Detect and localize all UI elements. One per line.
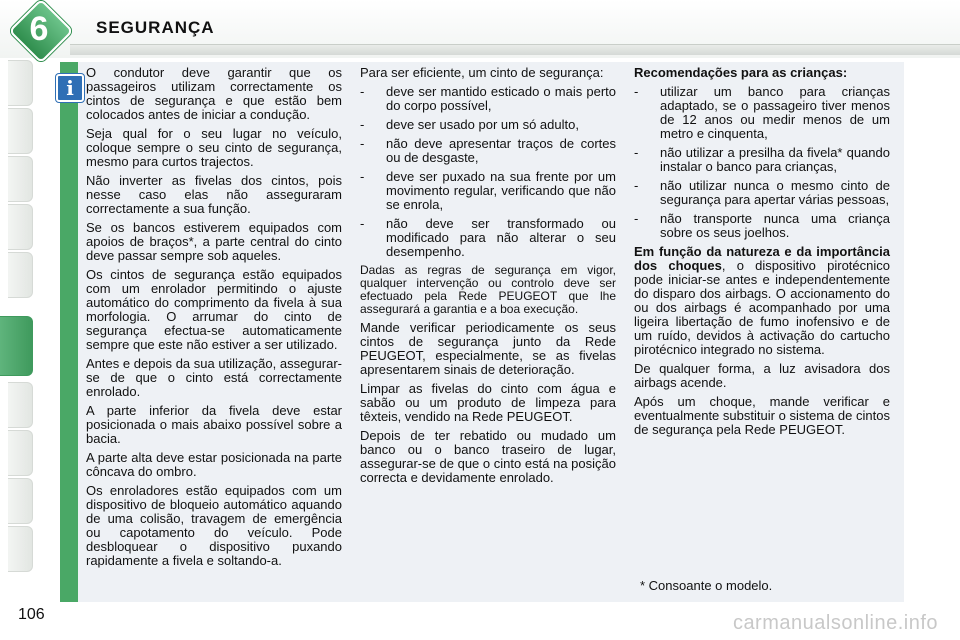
- paragraph: O condutor deve garantir que os passageiros utilizam correctamente os cintos de segurança e que estão bem colocados antes de iniciar a condução.: [86, 65, 342, 122]
- chapter-tab[interactable]: [8, 204, 33, 250]
- header-rule: [70, 44, 960, 55]
- children-heading: Recomendações para as crianças:: [634, 65, 848, 80]
- footnote: * Consoante o modelo.: [640, 578, 773, 593]
- paragraph: Seja qual for o seu lugar no veículo, coloque sempre o seu cinto de segurança, mesmo para curtos trajectos.: [86, 126, 342, 169]
- chapter-tab[interactable]: [8, 382, 33, 428]
- chapter-number: 6: [29, 9, 49, 48]
- list-item-text: não deve apresentar traços de cortes ou de desgaste,: [386, 136, 616, 165]
- list-item-text: utilizar um banco para crianças adaptado, se o passageiro tiver menos de 12 anos ou medir menos de um metro e cinquenta,: [660, 84, 890, 141]
- list-item-text: deve ser puxado na sua frente por um movimento regular, verificando que não se enrola,: [386, 169, 616, 212]
- impact-paragraph: [634, 245, 890, 357]
- list-item-text: não transporte nunca uma criança sobre os seus joelhos.: [660, 211, 890, 240]
- paragraph: A parte alta deve estar posicionada na parte côncava do ombro.: [86, 450, 342, 479]
- list-item: [634, 146, 890, 174]
- chapter-title: SEGURANÇA: [96, 18, 215, 37]
- regulations-note: Dadas as regras de segurança em vigor, qualquer intervenção ou controlo deve ser efectuado pela Rede PEUGEOT que lhe assegurará a garantia e a boa execução.: [360, 263, 616, 316]
- belt-requirements-list: [360, 85, 616, 259]
- list-item-text: não deve ser transformado ou modificado para não alterar o seu desempenho.: [386, 216, 616, 259]
- paragraph: De qualquer forma, a luz avisadora dos airbags acende.: [634, 361, 890, 390]
- list-item: [360, 217, 616, 259]
- list-item-text: deve ser usado por um só adulto,: [386, 117, 579, 132]
- impact-text: , o dispositivo pirotécnico pode iniciar-se antes e independentemente do disparo dos airbags. O accionamento do ou dos airbags é acompanhado por uma ligeira libertação de fumo inofensivo e de um ruído, devidos à activação do cartucho pirotécnico integrado no sistema.: [634, 258, 890, 357]
- list-item: [360, 85, 616, 113]
- info-icon: i: [56, 74, 84, 102]
- paragraph: Os enroladores estão equipados com um dispositivo de bloqueio automático aquando de uma colisão, travagem de emergência ou capotamento do veículo. Pode desbloquear o dispositivo puxando rapidamente a fivela e soltando-a.: [86, 483, 342, 568]
- list-dash: -: [360, 136, 365, 151]
- paragraph: Limpar as fivelas do cinto com água e sabão ou um produto de limpeza para têxteis, vendido na Rede PEUGEOT.: [360, 381, 616, 424]
- paragraph: A parte inferior da fivela deve estar posicionada o mais abaixo possível sobre a bacia.: [86, 403, 342, 446]
- paragraph: Se os bancos estiverem equipados com apoios de braços*, a parte central do cinto deve passar sempre sob aqueles.: [86, 220, 342, 263]
- list-item: [634, 179, 890, 207]
- text-column-3: [634, 66, 890, 442]
- list-dash: -: [360, 169, 365, 184]
- chapter-tab[interactable]: [8, 430, 33, 476]
- list-item: [634, 85, 890, 141]
- chapter-tab[interactable]: [8, 156, 33, 202]
- children-recommendations-list: [634, 85, 890, 240]
- paragraph: Antes e depois da sua utilização, assegurar-se de que o cinto está correctamente enrolado.: [86, 356, 342, 399]
- chapter-tab[interactable]: [8, 60, 33, 106]
- list-item: [360, 118, 616, 132]
- list-item-text: deve ser mantido esticado o mais perto do corpo possível,: [386, 84, 616, 113]
- chapter-tab[interactable]: [8, 478, 33, 524]
- list-dash: -: [360, 216, 365, 231]
- watermark: carmanualsonline.info: [732, 612, 938, 634]
- paragraph: Não inverter as fivelas dos cintos, pois nesse caso elas não asseguraram correctamente a sua função.: [86, 173, 342, 216]
- list-dash: -: [634, 145, 639, 160]
- chapter-tab[interactable]: [8, 526, 33, 572]
- list-item-text: não utilizar nunca o mesmo cinto de segurança para apertar várias pessoas,: [660, 178, 890, 207]
- chapter-tab[interactable]: [8, 108, 33, 154]
- list-item: [634, 212, 890, 240]
- list-dash: -: [634, 84, 639, 99]
- paragraph: Após um choque, mande verificar e eventualmente substituir o sistema de cintos de segurança pela Rede PEUGEOT.: [634, 394, 890, 437]
- list-dash: -: [360, 117, 365, 132]
- chapter-tabs: [0, 60, 40, 580]
- text-column-2: [360, 66, 616, 490]
- paragraph: Depois de ter rebatido ou mudado um banco ou o banco traseiro de lugar, assegurar-se de que o cinto está na posição correcta e devidamente enrolado.: [360, 428, 616, 485]
- paragraph: Os cintos de segurança estão equipados com um enrolador permitindo o ajuste automático do comprimento da fivela à sua morfologia. O arrumar do cinto de segurança efectua-se automaticamente sempre que este não estiver a ser utilizado.: [86, 267, 342, 352]
- list-item: [360, 137, 616, 165]
- list-dash: -: [360, 84, 365, 99]
- text-column-1: [86, 66, 342, 573]
- list-intro: Para ser eficiente, um cinto de segurança:: [360, 65, 604, 80]
- list-dash: -: [634, 178, 639, 193]
- list-item-text: não utilizar a presilha da fivela* quando instalar o banco para crianças,: [660, 145, 890, 174]
- paragraph: Mande verificar periodicamente os seus cintos de segurança junto da Rede PEUGEOT, especialmente, se as fivelas apresentarem sinais de deterioração.: [360, 320, 616, 377]
- list-dash: -: [634, 211, 639, 226]
- page-number: 106: [18, 606, 45, 623]
- chapter-tab[interactable]: [8, 252, 33, 298]
- list-item: [360, 170, 616, 212]
- chapter-tab-active[interactable]: [0, 316, 33, 376]
- impact-heading: Em função da natureza e da importância dos choques: [634, 244, 890, 273]
